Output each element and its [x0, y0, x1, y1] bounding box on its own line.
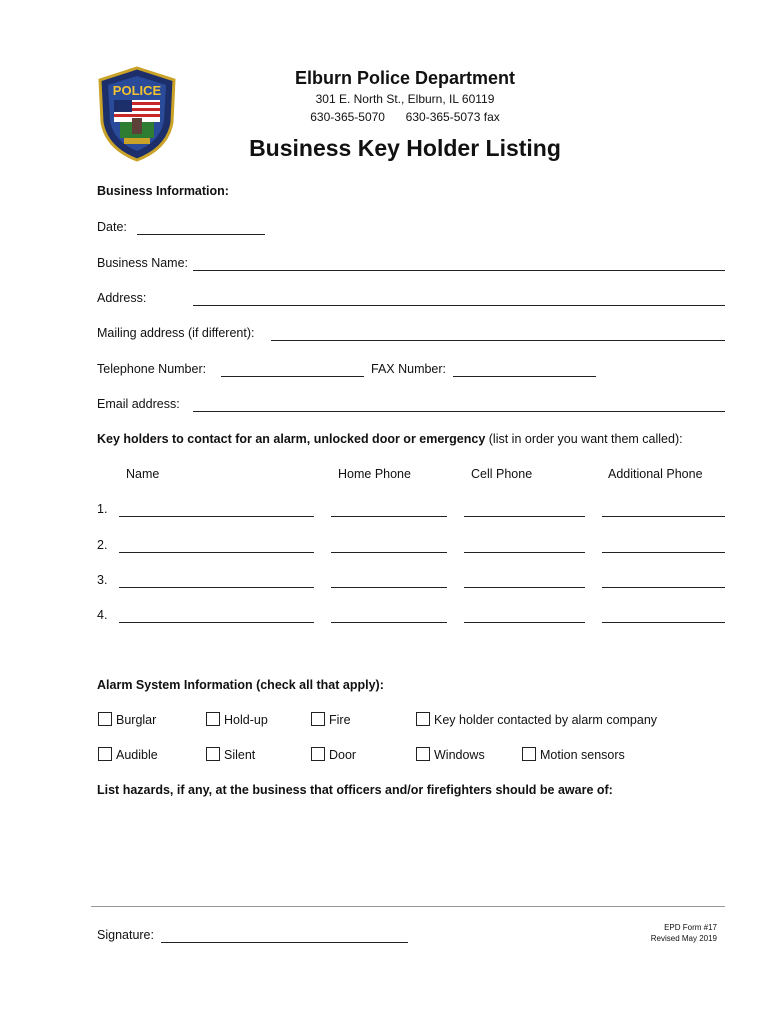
holdup-label: Hold-up: [224, 713, 268, 727]
mailing-address-label: Mailing address (if different):: [97, 326, 255, 340]
row-number: 2.: [97, 538, 108, 552]
row-number: 3.: [97, 573, 108, 587]
motion-sensors-checkbox[interactable]: [522, 747, 536, 761]
form-number: EPD Form #17: [664, 923, 717, 932]
telephone-label: Telephone Number:: [97, 362, 207, 376]
column-cell-phone: Cell Phone: [471, 467, 533, 481]
row3-name-field[interactable]: [119, 587, 314, 588]
row2-cell-phone-field[interactable]: [464, 552, 585, 553]
burglar-checkbox[interactable]: [98, 712, 112, 726]
fire-checkbox[interactable]: [311, 712, 325, 726]
form-revised: Revised May 2019: [650, 934, 717, 943]
email-field[interactable]: [193, 411, 725, 412]
date-label: Date:: [97, 220, 127, 234]
row4-home-phone-field[interactable]: [331, 622, 447, 623]
windows-checkbox[interactable]: [416, 747, 430, 761]
key-holders-heading: Key holders to contact for an alarm, unlocked door or emergency (list in order you want them called):: [97, 432, 683, 446]
svg-text:POLICE: POLICE: [112, 83, 162, 98]
row2-home-phone-field[interactable]: [331, 552, 447, 553]
email-label: Email address:: [97, 397, 180, 411]
row4-cell-phone-field[interactable]: [464, 622, 585, 623]
signature-field[interactable]: [161, 942, 408, 943]
department-contact: [220, 110, 590, 124]
motion-sensors-label: Motion sensors: [540, 748, 625, 762]
key-holder-contacted-label: Key holder contacted by alarm company: [434, 713, 658, 727]
form-title: Business Key Holder Listing: [249, 135, 561, 161]
row4-additional-phone-field[interactable]: [602, 622, 725, 623]
row3-additional-phone-field[interactable]: [602, 587, 725, 588]
mailing-address-field[interactable]: [271, 340, 725, 341]
address-field[interactable]: [193, 305, 725, 306]
department-name: Elburn Police Department: [294, 68, 516, 88]
row3-cell-phone-field[interactable]: [464, 587, 585, 588]
police-badge-logo: [96, 66, 178, 162]
row-number: 1.: [97, 502, 108, 516]
audible-checkbox[interactable]: [98, 747, 112, 761]
address-label: Address:: [97, 291, 147, 305]
business-name-field[interactable]: [193, 270, 725, 271]
column-additional-phone: Additional Phone: [608, 467, 703, 481]
department-phone: 630-365-5070: [310, 110, 385, 124]
alarm-heading: Alarm System Information (check all that apply):: [97, 678, 384, 692]
row3-home-phone-field[interactable]: [331, 587, 447, 588]
fax-label: FAX Number:: [371, 362, 447, 376]
burglar-label: Burglar: [116, 713, 157, 727]
hazards-area[interactable]: [97, 802, 725, 898]
telephone-field[interactable]: [221, 376, 364, 377]
silent-checkbox[interactable]: [206, 747, 220, 761]
column-name: Name: [126, 467, 160, 481]
date-field[interactable]: [137, 234, 265, 235]
row4-name-field[interactable]: [119, 622, 314, 623]
form-info: [600, 922, 717, 944]
fire-label: Fire: [329, 713, 351, 727]
signature-label: Signature:: [97, 928, 154, 942]
row2-name-field[interactable]: [119, 552, 314, 553]
row1-name-field[interactable]: [119, 516, 314, 517]
fax-field[interactable]: [453, 376, 596, 377]
hazards-heading: List hazards, if any, at the business that officers and/or firefighters should be aware of:: [97, 783, 613, 797]
door-checkbox[interactable]: [311, 747, 325, 761]
row-number: 4.: [97, 608, 108, 622]
footer-divider: [91, 906, 725, 907]
holdup-checkbox[interactable]: [206, 712, 220, 726]
door-label: Door: [329, 748, 357, 762]
column-home-phone: Home Phone: [338, 467, 411, 481]
audible-label: Audible: [116, 748, 158, 762]
key-holder-contacted-checkbox[interactable]: [416, 712, 430, 726]
row1-cell-phone-field[interactable]: [464, 516, 585, 517]
silent-label: Silent: [224, 748, 256, 762]
department-fax: 630-365-5073 fax: [405, 110, 500, 124]
row2-additional-phone-field[interactable]: [602, 552, 725, 553]
windows-label: Windows: [434, 748, 485, 762]
row1-additional-phone-field[interactable]: [602, 516, 725, 517]
row1-home-phone-field[interactable]: [331, 516, 447, 517]
business-info-heading: Business Information:: [97, 184, 229, 198]
business-name-label: Business Name:: [97, 256, 189, 270]
department-address: 301 E. North St., Elburn, IL 60119: [315, 92, 495, 106]
